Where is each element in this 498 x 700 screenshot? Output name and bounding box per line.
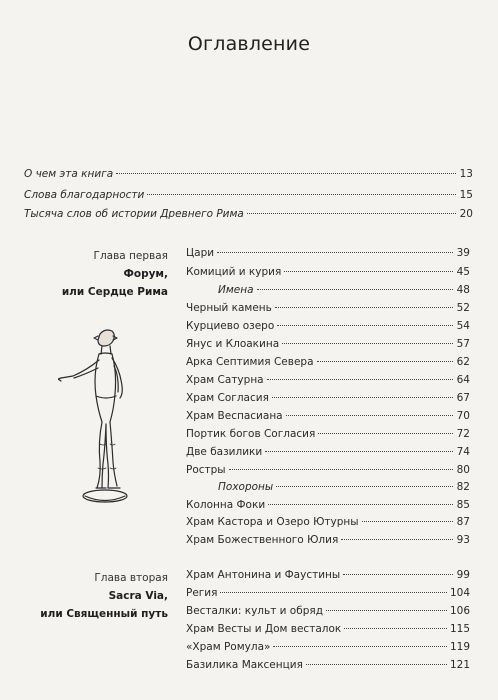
leader-dots — [217, 252, 453, 253]
toc-entry[interactable] — [218, 284, 470, 302]
leader-dots — [257, 289, 453, 290]
toc-entry-page: 121 — [449, 659, 470, 671]
leader-dots — [317, 361, 454, 362]
chapter-title: Форум, — [123, 268, 168, 280]
toc-entry-page: 93 — [456, 534, 470, 546]
leader-dots — [282, 343, 453, 344]
toc-entry-title: Янус и Клоакина — [186, 338, 280, 350]
chapter-title: Sacra Via, — [108, 590, 168, 602]
chapter-heading — [40, 569, 168, 623]
chapter-subtitle: или Священный путь — [40, 608, 168, 620]
toc-entry[interactable] — [24, 168, 473, 186]
toc-entry-title: Цари — [186, 247, 215, 259]
toc-entry-title: Базилика Максенция — [186, 659, 303, 671]
leader-dots — [247, 213, 456, 214]
chapter-subtitle: или Сердце Рима — [61, 286, 168, 298]
toc-entry-title: Храм Согласия — [186, 392, 269, 404]
leader-dots — [286, 415, 453, 416]
toc-entry-title: Колонна Фоки — [186, 499, 266, 511]
janus-figure-illustration — [58, 326, 158, 511]
toc-entry-page: 87 — [456, 516, 470, 528]
leader-dots — [318, 433, 453, 434]
leader-dots — [326, 610, 447, 611]
toc-entry-title: Слова благодарности — [24, 189, 145, 201]
toc-entry[interactable] — [186, 587, 470, 605]
toc-entry-title: Весталки: культ и обряд — [186, 605, 323, 617]
toc-entry-page: 82 — [456, 481, 470, 493]
toc-entry[interactable] — [186, 641, 470, 659]
toc-entry-page: 15 — [459, 189, 473, 201]
toc-entry-title: Имена — [218, 284, 254, 296]
leader-dots — [116, 173, 456, 174]
toc-entry-page: 85 — [456, 499, 470, 511]
page-title: Оглавление — [187, 33, 311, 55]
toc-entry-title: Храм Божественного Юлия — [186, 534, 339, 546]
toc-entry-page: 57 — [456, 338, 470, 350]
toc-entry[interactable] — [186, 356, 470, 374]
leader-dots — [284, 271, 453, 272]
leader-dots — [277, 325, 453, 326]
leader-dots — [276, 486, 453, 487]
leader-dots — [343, 574, 453, 575]
toc-entry[interactable] — [186, 569, 470, 587]
toc-entry[interactable] — [186, 499, 470, 517]
toc-entry[interactable] — [24, 208, 473, 226]
toc-entry-title: Регия — [186, 587, 218, 599]
leader-dots — [306, 664, 447, 665]
toc-entry-page: 13 — [459, 168, 473, 180]
leader-dots — [229, 469, 453, 470]
toc-entry-page: 45 — [456, 266, 470, 278]
toc-entry-page: 48 — [456, 284, 470, 296]
leader-dots — [273, 646, 447, 647]
leader-dots — [341, 539, 453, 540]
toc-entry-page: 54 — [456, 320, 470, 332]
toc-entry-page: 67 — [456, 392, 470, 404]
toc-entry-title: О чем эта книга — [24, 168, 114, 180]
leader-dots — [220, 592, 447, 593]
toc-entry-title: Храм Кастора и Озеро Ютурны — [186, 516, 359, 528]
toc-entry[interactable] — [218, 481, 470, 499]
toc-entry[interactable] — [186, 623, 470, 641]
toc-entry-title: Курциево озеро — [186, 320, 275, 332]
chapter-number: Глава вторая — [94, 572, 168, 584]
toc-entry-page: 104 — [449, 587, 470, 599]
toc-entry-page: 52 — [456, 302, 470, 314]
toc-entry[interactable] — [186, 338, 470, 356]
toc-entry-page: 106 — [449, 605, 470, 617]
toc-entry[interactable] — [186, 464, 470, 482]
chapter-number: Глава первая — [93, 250, 168, 262]
toc-entry-title: Похороны — [218, 481, 274, 493]
toc-entry-page: 74 — [456, 446, 470, 458]
toc-entry-title: Ростры — [186, 464, 226, 476]
toc-entry-page: 99 — [456, 569, 470, 581]
toc-entry[interactable] — [24, 189, 473, 207]
leader-dots — [268, 504, 453, 505]
toc-entry-title: «Храм Ромула» — [186, 641, 271, 653]
toc-entry-page: 64 — [456, 374, 470, 386]
leader-dots — [362, 521, 453, 522]
toc-entry[interactable] — [186, 659, 470, 677]
toc-entry[interactable] — [186, 320, 470, 338]
leader-dots — [344, 628, 447, 629]
leader-dots — [267, 379, 453, 380]
toc-entry-page: 20 — [459, 208, 473, 220]
toc-entry-page: 62 — [456, 356, 470, 368]
toc-entry[interactable] — [186, 605, 470, 623]
toc-entry[interactable] — [186, 302, 470, 320]
leader-dots — [265, 451, 453, 452]
toc-entry-title: Храм Веспасиана — [186, 410, 283, 422]
toc-entry-page: 80 — [456, 464, 470, 476]
toc-entry-title: Арка Септимия Севера — [186, 356, 314, 368]
toc-entry-title: Портик богов Согласия — [186, 428, 316, 440]
toc-entry-title: Черный камень — [186, 302, 272, 314]
toc-entry-title: Храм Антонина и Фаустины — [186, 569, 341, 581]
toc-entry-title: Комиций и курия — [186, 266, 282, 278]
toc-entry-title: Тысяча слов об истории Древнего Рима — [24, 208, 244, 220]
toc-entry-title: Храм Сатурна — [186, 374, 264, 386]
toc-entry[interactable] — [186, 516, 470, 534]
toc-entry[interactable] — [186, 374, 470, 392]
chapter-heading — [62, 247, 168, 301]
toc-entry-page: 70 — [456, 410, 470, 422]
leader-dots — [147, 194, 456, 195]
toc-entry-page: 72 — [456, 428, 470, 440]
toc-entry-page: 119 — [449, 641, 470, 653]
leader-dots — [275, 307, 453, 308]
toc-entry-title: Храм Весты и Дом весталок — [186, 623, 342, 635]
toc-entry[interactable] — [186, 247, 470, 265]
toc-entry[interactable] — [186, 410, 470, 428]
toc-entry[interactable] — [186, 392, 470, 410]
toc-entry-page: 115 — [449, 623, 470, 635]
leader-dots — [272, 397, 453, 398]
toc-entry[interactable] — [186, 266, 470, 284]
toc-entry-title: Две базилики — [186, 446, 263, 458]
toc-entry[interactable] — [186, 428, 470, 446]
toc-entry[interactable] — [186, 446, 470, 464]
toc-entry[interactable] — [186, 534, 470, 552]
toc-entry-page: 39 — [456, 247, 470, 259]
